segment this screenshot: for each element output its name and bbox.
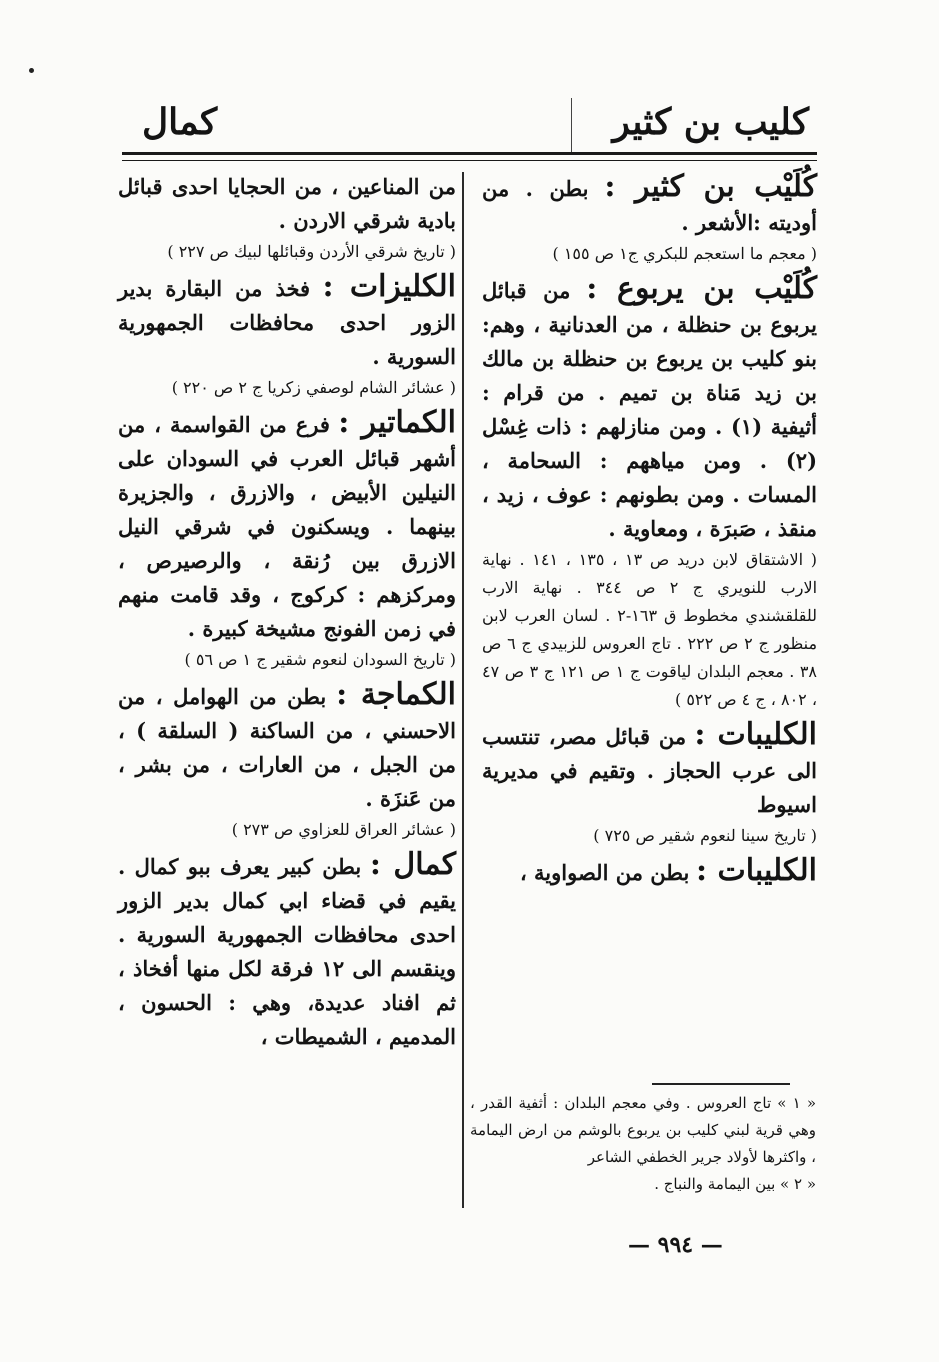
entry-text: بطن من الصواوية ، xyxy=(519,860,690,885)
right-column xyxy=(482,170,817,894)
footnotes xyxy=(470,1090,816,1198)
header-rule-thin xyxy=(122,160,817,161)
entry-text: بطن من الهوامل ، من الاحسني ، من الساكنة ( السلقة ) ، من الجبل ، من العارات ، من بشر ، من عَنزَة . xyxy=(118,684,456,811)
entry xyxy=(482,854,817,890)
entry xyxy=(118,170,456,266)
entry-headword: الكماتير : xyxy=(338,405,456,440)
left-column xyxy=(118,170,456,1058)
entry xyxy=(118,678,456,844)
entry xyxy=(482,272,817,714)
header-divider xyxy=(571,98,572,154)
entry-headword: الكماجة : xyxy=(336,677,456,712)
entry-text: فرع من القواسمة ، من أشهر قبائل العرب في السودان على النيلين الأبيض ، والازرق ، والجزيرة بينهما . ويسكنون في شرقي النيل الازرق بين رُنقة ، والرصيرص ، ومركزهم : كركوج ، وقد قامت منهم في زمن الفونج مشيخة كبيرة . xyxy=(118,412,456,641)
entry-text: من قبائل يربوع بن حنظلة ، من العدنانية ، وهم: بنو كليب بن يربوع بن حنظلة بن مالك بن زيد مَناة بن تميم . من قرام : أثيفية (١) . ومن منازلهم : ذات غِسْل (٢) . ومن مياههم : السحامة ، المسات . ومن بطونهم : عوف ، زيد ، منقذ ، صَبرَة ، ومعاوية . xyxy=(482,278,818,541)
footnote: « ١ » تاج العروس . وفي معجم البلدان : أثفية القدر ، وهي قرية لبني كليب بن يربوع بالوشم من ارض اليمامة ، واكثرها لأولاد جرير الخطفي الشاعر xyxy=(470,1094,816,1166)
entry-text: من قبائل مصر، تنتسب الى عرب الحجاز . وتقيم في مديرية اسيوط xyxy=(482,724,817,817)
entry-headword: الكليبات : xyxy=(696,853,817,888)
entry-headword: الكليبات : xyxy=(694,717,817,752)
entry xyxy=(482,170,817,268)
entry-headword: كُلَيْب بن كثير : xyxy=(604,169,817,204)
footnote-rule xyxy=(652,1083,790,1085)
entry-text: بطن . من أوديته :الأشعر . xyxy=(482,176,817,235)
entry-headword: الكليزات : xyxy=(322,269,456,304)
header-rule-thick xyxy=(122,152,817,155)
running-header-right: كليب بن كثير xyxy=(612,101,809,143)
entry-reference: ( تاريخ شرقي الأردن وقبائلها لبيك ص ٢٢٧ ) xyxy=(167,242,456,261)
stray-mark xyxy=(29,68,34,73)
page-number: — ٩٩٤ — xyxy=(628,1232,723,1258)
entry-reference: ( معجم ما استعجم للبكري ج١ ص ١٥٥ ) xyxy=(552,244,817,263)
footnote: « ٢ » بين اليمامة والنباج . xyxy=(654,1175,816,1193)
entry xyxy=(118,406,456,674)
entry-reference: ( عشائر العراق للعزاوي ص ٢٧٣ ) xyxy=(231,820,456,839)
entry-text: بطن كبير يعرف ببو كمال . يقيم في قضاء ابي كمال بدير الزور احدى محافظات الجمهورية السورية . وينقسم الى ١٢ فرقة لكل منها أفخاذ ، ثم افناد عديدة، وهي : الحسون ، المدميم ، الشميطات ، xyxy=(118,854,457,1049)
entry-reference: ( تاريخ سينا لنعوم شقير ص ٧٢٥ ) xyxy=(593,826,817,845)
entry xyxy=(482,718,817,850)
column-divider xyxy=(462,172,464,1208)
entry-text: فخذ من البقارة بدير الزور احدى محافظات الجمهورية السورية . xyxy=(118,276,456,369)
entry-headword: كمال : xyxy=(369,847,456,882)
entry-reference: ( عشائر الشام لوصفي زكريا ج ٢ ص ٢٢٠ ) xyxy=(171,378,456,397)
entry xyxy=(118,848,456,1054)
entry xyxy=(118,270,456,402)
entry-headword: كُلَيْب بن يربوع : xyxy=(586,271,817,306)
entry-text: من المناعين ، من الحجايا احدى قبائل بادية شرقي الاردن . xyxy=(118,174,456,233)
entry-reference: ( الاشتقاق لابن دريد ص ١٣ ، ١٣٥ ، ١٤١ . نهاية الارب للنويري ج ٢ ص ٣٤٤ . نهاية الارب للقلقشندي مخطوط ق ١٦٣-٢ . لسان العرب لابن منظور ج ٢ ص ٢٢٢ . تاج العروس للزبيدي ج ٦ ص ٣٨ . معجم البلدان لياقوت ج ١ ص ١٢١ ج ٣ ص ٤٧ ، ٨٠٢ ، ج ٤ ص ٥٢٢ ) xyxy=(482,550,818,709)
entry-reference: ( تاريخ السودان لنعوم شقير ج ١ ص ٥٦ ) xyxy=(184,650,456,669)
running-header-left: كمال xyxy=(142,101,218,143)
